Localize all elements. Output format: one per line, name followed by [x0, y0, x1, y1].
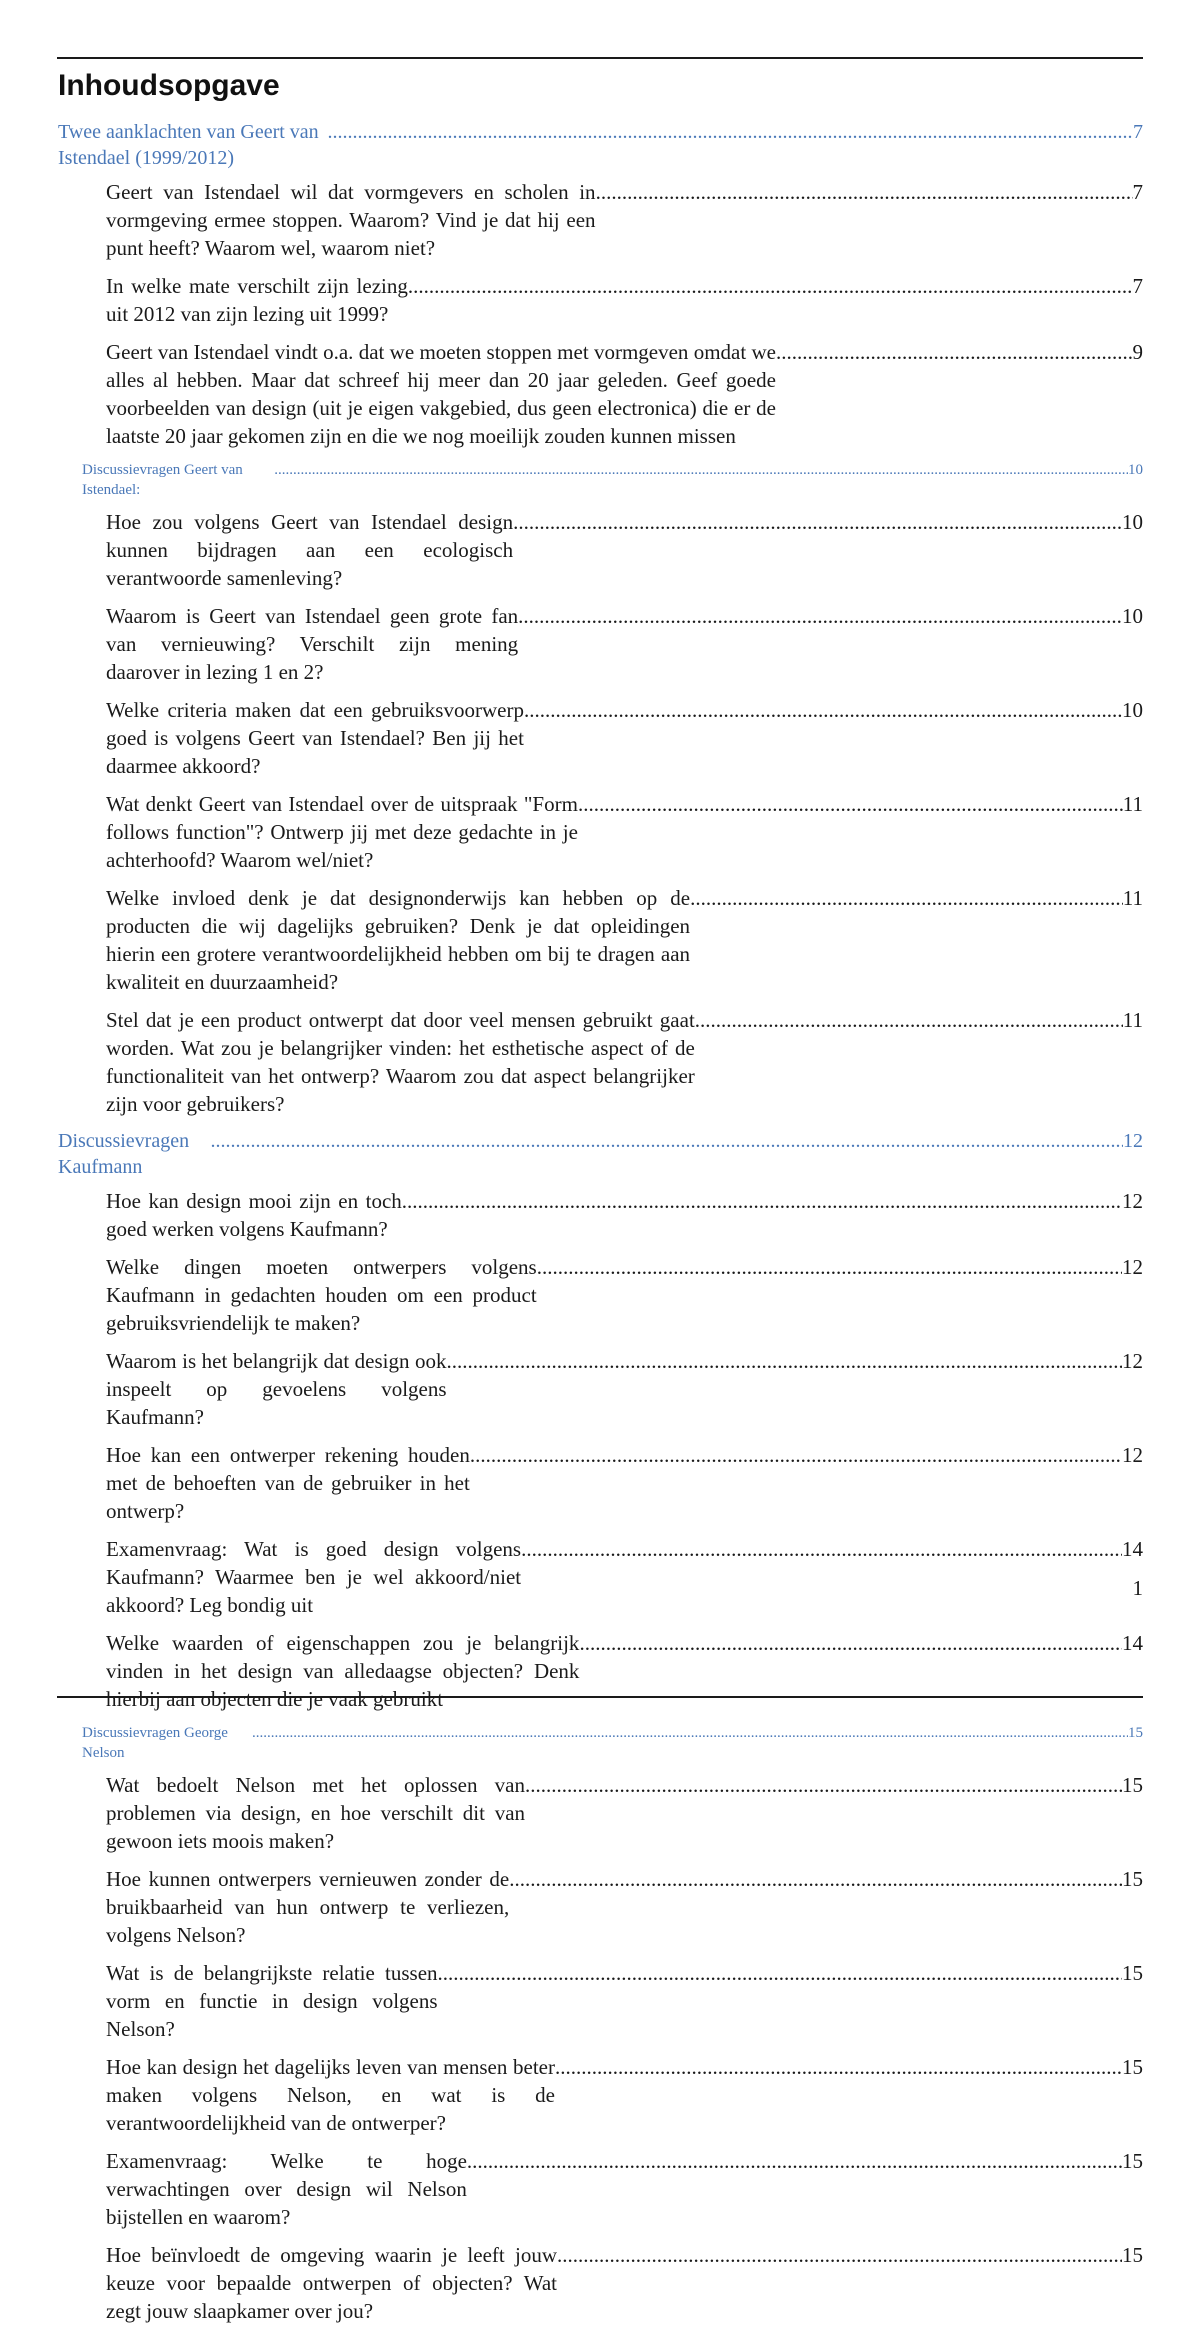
toc-entry-question[interactable]	[106, 1187, 1143, 1243]
dot-leader	[513, 508, 1122, 536]
toc-entry-title: Hoe kan design mooi zijn en toch goed werken volgens Kaufmann?	[106, 1189, 402, 1241]
dot-leader	[408, 272, 1133, 300]
dot-leader	[555, 2053, 1122, 2081]
toc-entry-title: Examenvraag: Welke te hoge verwachtingen over design wil Nelson bijstellen en waarom?	[106, 2149, 467, 2229]
toc-entry-question[interactable]	[106, 1629, 1143, 1713]
toc-entry-question[interactable]	[106, 1253, 1143, 1337]
dot-leader	[518, 602, 1122, 630]
toc-entry-question[interactable]	[106, 884, 1143, 996]
toc-entry-page: 10	[1122, 604, 1143, 628]
toc-entry-page: 12	[1122, 1349, 1143, 1373]
toc-entry-page: 15	[1128, 1725, 1143, 1741]
dot-leader	[557, 2241, 1122, 2269]
toc-entry-page: 7	[1132, 180, 1143, 204]
toc-entry-question[interactable]	[106, 602, 1143, 686]
toc-entry-title: Stel dat je een product ontwerpt dat door veel mensen gebruikt gaat worden. Wat zou je belangrijker vinden: het esthetische aspect of de functionaliteit van het ontwerp? Waarom zou dat aspect belangrijker zijn voor gebruikers?	[106, 1008, 695, 1116]
toc-entry-question[interactable]	[106, 2053, 1143, 2137]
toc-entry-page: 15	[1122, 1867, 1143, 1891]
toc-entry-page: 11	[1122, 886, 1143, 910]
toc-entry-title: Hoe beïnvloedt de omgeving waarin je leeft jouw keuze voor bepaalde ontwerpen of objecten? Wat zegt jouw slaapkamer over jou?	[106, 2243, 558, 2323]
dot-leader	[274, 460, 1128, 480]
toc-entry-title: Wat is de belangrijkste relatie tussen vorm en functie in design volgens Nelson?	[106, 1961, 438, 2041]
toc-entry-page: 14	[1122, 1631, 1143, 1655]
toc-entry-page: 12	[1122, 1255, 1143, 1279]
toc-entry-page: 10	[1128, 462, 1143, 478]
toc-entry-title: Hoe kunnen ontwerpers vernieuwen zonder de bruikbaarheid van hun ontwerp te verliezen, volgens Nelson?	[106, 1867, 510, 1947]
toc-entry-page: 15	[1122, 2243, 1143, 2267]
toc-entry-question[interactable]	[106, 508, 1143, 592]
toc-entry-question[interactable]	[106, 272, 1143, 328]
toc-entry-page: 12	[1123, 1130, 1143, 1152]
toc-entry-question[interactable]	[106, 790, 1143, 874]
toc-entry-question[interactable]	[106, 1865, 1143, 1949]
dot-leader	[596, 178, 1133, 206]
dot-leader	[695, 1006, 1123, 1034]
dot-leader	[467, 2147, 1122, 2175]
toc-entry-question[interactable]	[106, 1771, 1143, 1855]
dot-leader	[524, 696, 1122, 724]
toc-entry-page: 9	[1132, 340, 1143, 364]
toc-entry-title: Waarom is het belangrijk dat design ook inspeelt op gevoelens volgens Kaufmann?	[106, 1349, 447, 1429]
toc-entry-question[interactable]	[106, 1347, 1143, 1431]
toc-entry-page: 10	[1122, 510, 1143, 534]
dot-leader	[776, 338, 1133, 366]
dot-leader	[328, 119, 1133, 145]
toc-entry-title: Welke dingen moeten ontwerpers volgens Kaufmann in gedachten houden om een product gebruiksvriendelijk te maken?	[106, 1255, 537, 1335]
toc-entry-question[interactable]	[106, 2147, 1143, 2231]
toc-entry-page: 15	[1122, 2149, 1143, 2173]
toc-entry-title: Welke waarden of eigenschappen zou je belangrijk vinden in het design van alledaagse objecten? Denk hierbij aan objecten die je vaak gebruikt	[106, 1631, 580, 1711]
toc-entry-title: Hoe zou volgens Geert van Istendael design kunnen bijdragen aan een ecologisch verantwoorde samenleving?	[106, 510, 514, 590]
toc-entry-page: 11	[1122, 792, 1143, 816]
dot-leader	[470, 1441, 1122, 1469]
toc-entry-page: 10	[1122, 698, 1143, 722]
toc-entry-title: Twee aanklachten van Geert van Istendael (1999/2012)	[58, 121, 319, 169]
table-of-contents	[58, 114, 1143, 2335]
toc-entry-page: 14	[1122, 1537, 1143, 1561]
toc-entry-title: In welke mate verschilt zijn lezing uit 2012 van zijn lezing uit 1999?	[106, 274, 408, 326]
toc-entry-question[interactable]	[106, 1535, 1143, 1619]
toc-entry-title: Discussievragen George Nelson	[82, 1725, 228, 1761]
dot-leader	[521, 1535, 1122, 1563]
toc-entry-page: 15	[1122, 1773, 1143, 1797]
toc-entry-page: 15	[1122, 1961, 1143, 1985]
toc-entry-heading[interactable]	[58, 119, 1143, 171]
dot-leader	[438, 1959, 1122, 1987]
toc-entry-question[interactable]	[106, 178, 1143, 262]
toc-entry-page: 12	[1122, 1189, 1143, 1213]
toc-entry-question[interactable]	[106, 696, 1143, 780]
page-number: 1	[1132, 1576, 1143, 1600]
toc-entry-title: Discussievragen Kaufmann	[58, 1130, 190, 1178]
toc-entry-title: Geert van Istendael vindt o.a. dat we moeten stoppen met vormgeven omdat we alles al hebben. Maar dat schreef hij meer dan 20 jaar geleden. Geef goede voorbeelden van design (uit je eigen vakgebied, dus geen electronica) die er de laatste 20 jaar gekomen zijn en die we nog moeilijk zouden kunnen missen	[106, 340, 776, 448]
dot-leader	[509, 1865, 1122, 1893]
toc-entry-question[interactable]	[106, 1959, 1143, 2043]
toc-entry-question[interactable]	[106, 338, 1143, 450]
dot-leader	[210, 1128, 1123, 1154]
toc-entry-title: Geert van Istendael wil dat vormgevers en scholen in vormgeving ermee stoppen. Waarom? Vind je dat hij een punt heeft? Waarom wel, waarom niet?	[106, 180, 596, 260]
toc-entry-title: Examenvraag: Wat is goed design volgens Kaufmann? Waarmee ben je wel akkoord/niet akkoord? Leg bondig uit	[106, 1537, 522, 1617]
toc-entry-title: Discussievragen Geert van Istendael:	[82, 462, 243, 498]
dot-leader	[690, 884, 1123, 912]
toc-entry-page: 11	[1122, 1008, 1143, 1032]
toc-entry-title: Wat denkt Geert van Istendael over de uitspraak "Form follows function"? Ontwerp jij met deze gedachte in je achterhoofd? Waarom wel/niet?	[106, 792, 578, 872]
toc-entry-title: Hoe kan design het dagelijks leven van mensen beter maken volgens Nelson, en wat is de verantwoordelijkheid van de ontwerper?	[106, 2055, 555, 2135]
toc-entry-page: 7	[1132, 274, 1143, 298]
dot-leader	[537, 1253, 1122, 1281]
toc-entry-heading[interactable]	[58, 1128, 1143, 1180]
toc-entry-title: Hoe kan een ontwerper rekening houden met de behoeften van de gebruiker in het ontwerp?	[106, 1443, 470, 1523]
dot-leader	[525, 1771, 1122, 1799]
toc-entry-question[interactable]	[106, 2241, 1143, 2325]
top-rule	[57, 57, 1143, 59]
toc-entry-question[interactable]	[106, 1441, 1143, 1525]
toc-entry-page: 12	[1122, 1443, 1143, 1467]
toc-entry-question[interactable]	[106, 1006, 1143, 1118]
toc-entry-page: 7	[1133, 121, 1143, 143]
bottom-rule	[57, 1696, 1143, 1698]
dot-leader	[252, 1723, 1128, 1743]
toc-entry-title: Welke criteria maken dat een gebruiksvoorwerp goed is volgens Geert van Istendael? Ben jij het daarmee akkoord?	[106, 698, 524, 778]
toc-entry-heading[interactable]	[82, 1723, 1143, 1763]
dot-leader	[402, 1187, 1122, 1215]
page-title: Inhoudsopgave	[58, 69, 280, 102]
toc-entry-title: Welke invloed denk je dat designonderwijs kan hebben op de producten die wij dagelijks gebruiken? Denk je dat opleidingen hierin een grotere verantwoordelijkheid hebben om bij te dragen aan kwaliteit en duurzaamheid?	[106, 886, 691, 994]
dot-leader	[578, 790, 1123, 818]
toc-entry-page: 15	[1122, 2055, 1143, 2079]
dot-leader	[579, 1629, 1122, 1657]
toc-entry-heading[interactable]	[82, 460, 1143, 500]
dot-leader	[447, 1347, 1122, 1375]
toc-entry-title: Waarom is Geert van Istendael geen grote fan van vernieuwing? Verschilt zijn mening daarover in lezing 1 en 2?	[106, 604, 519, 684]
toc-entry-title: Wat bedoelt Nelson met het oplossen van problemen via design, en hoe verschilt dit van gewoon iets moois maken?	[106, 1773, 526, 1853]
